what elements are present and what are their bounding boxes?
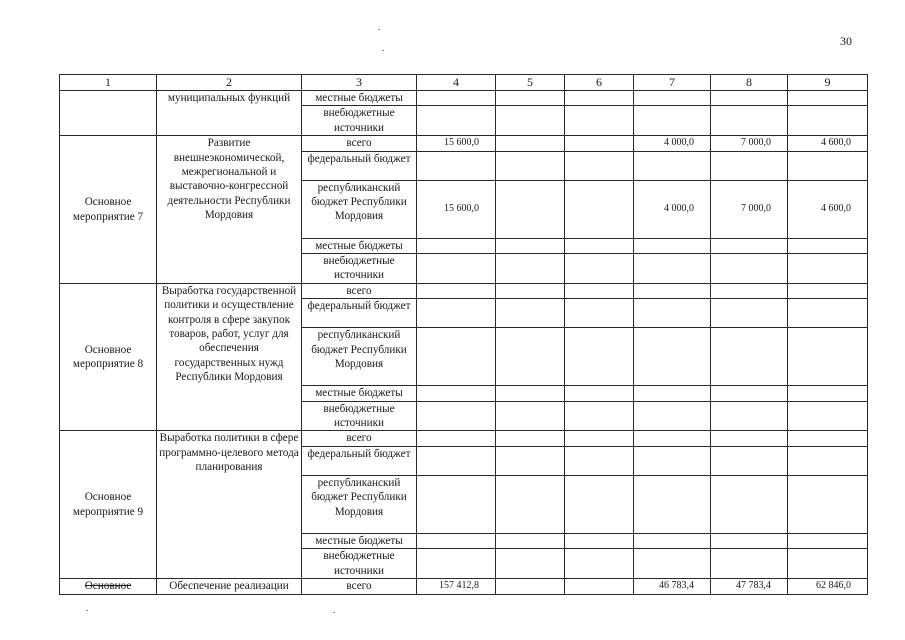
- table-row: [60, 91, 868, 106]
- source-cell: республиканский бюджет Республики Мордовия: [302, 328, 417, 386]
- value-cell: [565, 151, 634, 180]
- source-cell: местные бюджеты: [302, 386, 417, 401]
- budget-table: [59, 74, 868, 595]
- value-cell: [496, 386, 565, 401]
- value-cell: [496, 238, 565, 253]
- value-cell: [788, 106, 868, 136]
- value-cell: [417, 238, 496, 253]
- value-cell: [711, 328, 788, 386]
- value-cell: [788, 238, 868, 253]
- value-cell: [565, 106, 634, 136]
- value-cell: [417, 151, 496, 180]
- value-cell: [788, 283, 868, 298]
- value-cell: [634, 238, 711, 253]
- value-cell: [417, 283, 496, 298]
- event-name-cell: Основное мероприятие 7: [60, 136, 157, 284]
- source-cell: всего: [302, 431, 417, 446]
- value-cell: [788, 91, 868, 106]
- value-cell: [417, 106, 496, 136]
- value-cell: [496, 91, 565, 106]
- value-cell: [634, 283, 711, 298]
- value-cell: [496, 299, 565, 328]
- value-cell: [565, 299, 634, 328]
- value-cell: 47 783,4: [711, 579, 788, 594]
- source-cell: внебюджетные источники: [302, 106, 417, 136]
- value-cell: [565, 579, 634, 594]
- value-cell: [565, 328, 634, 386]
- value-cell: [634, 446, 711, 475]
- scan-speck: [378, 29, 380, 30]
- source-cell: всего: [302, 579, 417, 594]
- page-number: 30: [840, 34, 852, 48]
- value-cell: [711, 386, 788, 401]
- value-cell: [788, 475, 868, 533]
- value-cell: [496, 401, 565, 431]
- value-cell: [417, 386, 496, 401]
- value-cell: [565, 136, 634, 151]
- column-header: 3: [302, 75, 417, 91]
- source-cell: внебюджетные источники: [302, 549, 417, 579]
- value-cell: [711, 151, 788, 180]
- table-row: [60, 431, 868, 446]
- value-cell: [634, 328, 711, 386]
- source-cell: внебюджетные источники: [302, 254, 417, 284]
- source-cell: федеральный бюджет: [302, 446, 417, 475]
- value-cell: [565, 386, 634, 401]
- value-cell: [788, 328, 868, 386]
- column-header: 5: [496, 75, 565, 91]
- value-cell: [565, 91, 634, 106]
- value-cell: [788, 299, 868, 328]
- value-cell: [788, 254, 868, 284]
- source-cell: местные бюджеты: [302, 91, 417, 106]
- value-cell: [565, 238, 634, 253]
- value-cell: [565, 180, 634, 238]
- value-cell: [565, 533, 634, 548]
- value-cell: [496, 475, 565, 533]
- value-cell: [711, 299, 788, 328]
- event-description-cell: Развитие внешнеэкономической, межрегиональной и выставочно-конгрессной деятельности Республики Мордовия: [157, 136, 302, 284]
- event-description-cell: Обеспечение реализации: [157, 579, 302, 594]
- value-cell: [417, 431, 496, 446]
- value-cell: [417, 446, 496, 475]
- value-cell: [565, 254, 634, 284]
- source-cell: внебюджетные источники: [302, 401, 417, 431]
- value-cell: [496, 106, 565, 136]
- source-cell: республиканский бюджет Республики Мордовия: [302, 475, 417, 533]
- value-cell: [634, 431, 711, 446]
- value-cell: [496, 533, 565, 548]
- event-name-cell: Основное мероприятие 9: [60, 431, 157, 579]
- value-cell: [496, 431, 565, 446]
- value-cell: [565, 431, 634, 446]
- value-cell: [711, 549, 788, 579]
- value-cell: [711, 431, 788, 446]
- value-cell: [496, 254, 565, 284]
- event-name-cell: Основное мероприятие 8: [60, 283, 157, 431]
- column-header: 8: [711, 75, 788, 91]
- value-cell: [496, 136, 565, 151]
- value-cell: 157 412,8: [417, 579, 496, 594]
- event-name-cell: [60, 579, 157, 594]
- value-cell: [711, 91, 788, 106]
- table-row: [60, 579, 868, 594]
- event-description-cell: Выработка политики в сфере программно-целевого метода планирования: [157, 431, 302, 579]
- value-cell: [496, 328, 565, 386]
- value-cell: [496, 579, 565, 594]
- value-cell: [565, 283, 634, 298]
- value-cell: [417, 91, 496, 106]
- value-cell: [711, 238, 788, 253]
- table-row: [60, 283, 868, 298]
- value-cell: 46 783,4: [634, 579, 711, 594]
- value-cell: [788, 386, 868, 401]
- value-cell: [417, 549, 496, 579]
- value-cell: [711, 401, 788, 431]
- scan-speck: [333, 612, 335, 613]
- value-cell: 15 600,0: [417, 136, 496, 151]
- value-cell: [496, 549, 565, 579]
- value-cell: 4 000,0: [634, 136, 711, 151]
- value-cell: [417, 299, 496, 328]
- value-cell: [634, 299, 711, 328]
- scan-speck: [86, 610, 88, 611]
- value-cell: 15 600,0: [417, 180, 496, 238]
- value-cell: [788, 151, 868, 180]
- column-header: 9: [788, 75, 868, 91]
- value-cell: [634, 549, 711, 579]
- value-cell: [417, 475, 496, 533]
- event-name-label: Основное: [84, 580, 132, 593]
- value-cell: [711, 106, 788, 136]
- value-cell: [788, 549, 868, 579]
- source-cell: федеральный бюджет: [302, 151, 417, 180]
- header-row: [60, 75, 868, 91]
- source-cell: всего: [302, 283, 417, 298]
- value-cell: 4 600,0: [788, 136, 868, 151]
- source-cell: республиканский бюджет Республики Мордовия: [302, 180, 417, 238]
- column-header: 6: [565, 75, 634, 91]
- value-cell: 4 000,0: [634, 180, 711, 238]
- column-header: 2: [157, 75, 302, 91]
- value-cell: [634, 254, 711, 284]
- value-cell: [496, 446, 565, 475]
- event-description-cell: муниципальных функций: [157, 91, 302, 136]
- value-cell: [634, 151, 711, 180]
- value-cell: [634, 475, 711, 533]
- value-cell: 4 600,0: [788, 180, 868, 238]
- value-cell: [634, 386, 711, 401]
- value-cell: [565, 401, 634, 431]
- value-cell: [788, 446, 868, 475]
- value-cell: [417, 401, 496, 431]
- value-cell: [711, 254, 788, 284]
- value-cell: 7 000,0: [711, 180, 788, 238]
- value-cell: 62 846,0: [788, 579, 868, 594]
- value-cell: [565, 475, 634, 533]
- value-cell: [634, 106, 711, 136]
- value-cell: [565, 446, 634, 475]
- source-cell: всего: [302, 136, 417, 151]
- value-cell: [417, 533, 496, 548]
- event-name-cell: [60, 91, 157, 136]
- value-cell: [417, 328, 496, 386]
- value-cell: [788, 533, 868, 548]
- value-cell: [634, 401, 711, 431]
- value-cell: [711, 283, 788, 298]
- source-cell: местные бюджеты: [302, 533, 417, 548]
- value-cell: [496, 283, 565, 298]
- value-cell: [496, 151, 565, 180]
- source-cell: местные бюджеты: [302, 238, 417, 253]
- value-cell: [711, 533, 788, 548]
- value-cell: [711, 475, 788, 533]
- value-cell: [565, 549, 634, 579]
- value-cell: [634, 91, 711, 106]
- column-header: 4: [417, 75, 496, 91]
- value-cell: 7 000,0: [711, 136, 788, 151]
- source-cell: федеральный бюджет: [302, 299, 417, 328]
- value-cell: [788, 401, 868, 431]
- value-cell: [634, 533, 711, 548]
- value-cell: [711, 446, 788, 475]
- table-row: [60, 136, 868, 151]
- scan-speck: [382, 50, 384, 51]
- value-cell: [417, 254, 496, 284]
- column-header: 1: [60, 75, 157, 91]
- column-header: 7: [634, 75, 711, 91]
- value-cell: [788, 431, 868, 446]
- value-cell: [496, 180, 565, 238]
- event-description-cell: Выработка государственной политики и осуществление контроля в сфере закупок товаров, работ, услуг для обеспечения государственных нужд Республики Мордовия: [157, 283, 302, 431]
